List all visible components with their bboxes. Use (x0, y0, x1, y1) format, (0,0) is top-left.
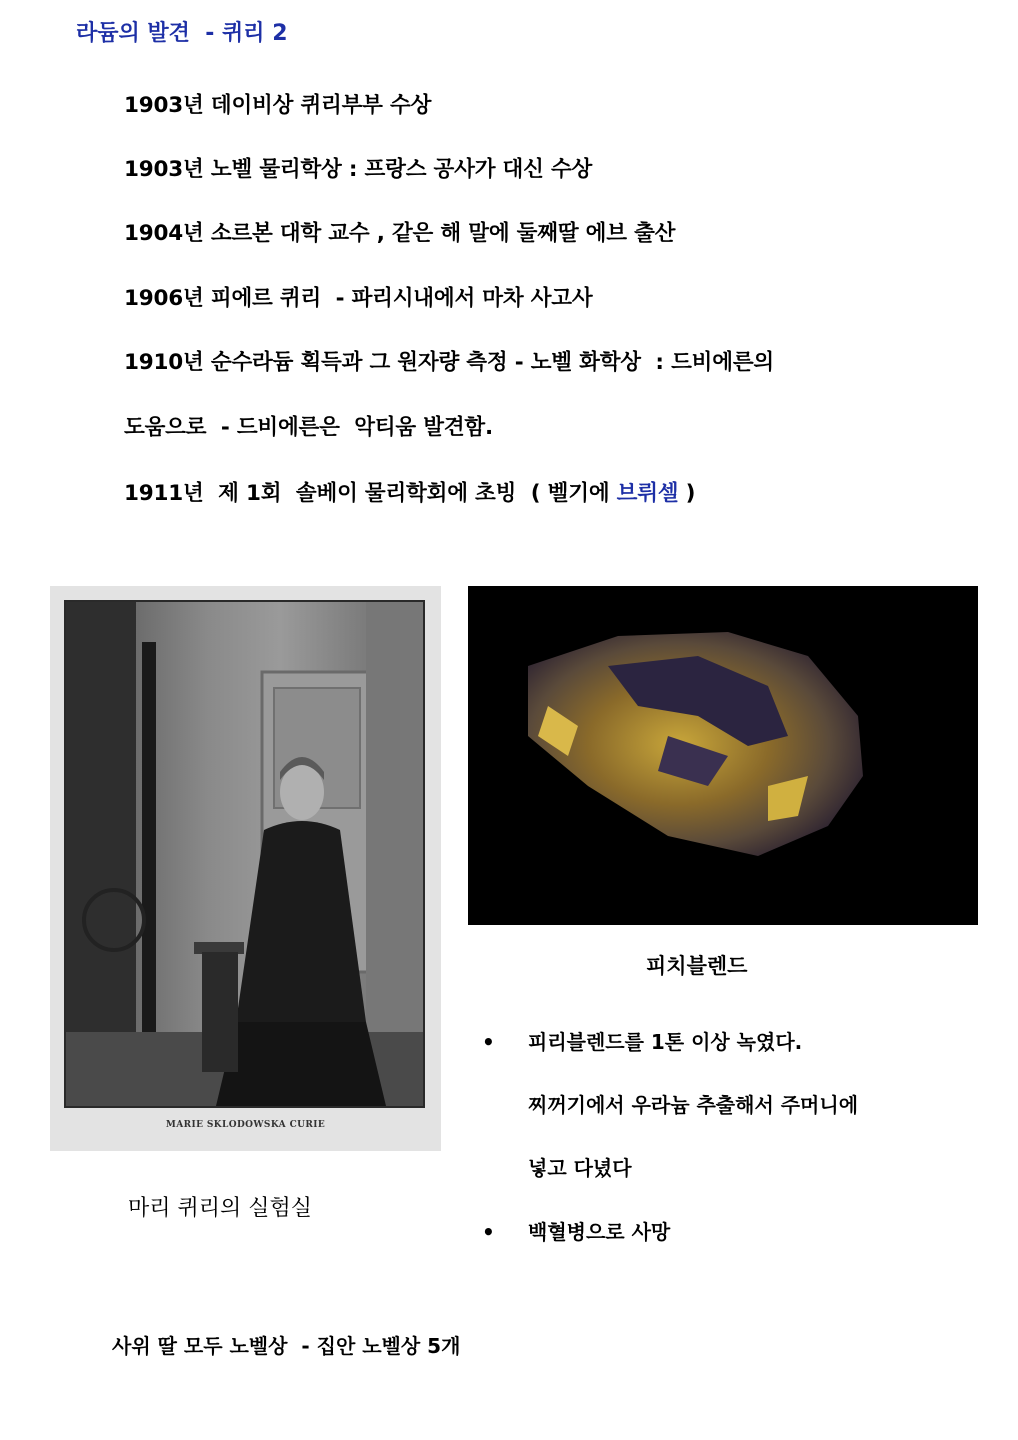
timeline-item: 1910년 순수라듐 획득과 그 원자량 측정 - 노벨 화학상 : 드비에른의 (124, 350, 774, 375)
pitchblende-photo (468, 586, 978, 925)
timeline-item: 1903년 데이비상 퀴리부부 수상 (124, 93, 432, 118)
timeline-item: 1903년 노벨 물리학상 : 프랑스 공사가 대신 수상 (124, 157, 593, 182)
note-line: 찌꺼기에서 우라늄 추출해서 주머니에 (528, 1093, 859, 1117)
timeline-item-1911 (124, 476, 695, 507)
footer-text: 사위 딸 모두 노벨상 - 집안 노벨상 5개 (112, 1334, 461, 1358)
timeline-1911-prefix: 1911년 제 1회 솔베이 물리학회에 초빙 ( 벨기에 (124, 481, 617, 506)
note-line: 피리블렌드를 1톤 이상 녹였다. (528, 1030, 803, 1054)
note-line: 넣고 다녔다 (528, 1156, 632, 1180)
page-title: 라듐의 발견 - 퀴리 2 (76, 21, 288, 46)
curie-laboratory-photo (50, 586, 441, 1151)
timeline-1911-suffix: ) (678, 481, 696, 506)
timeline-item: 1904년 소르본 대학 교수 , 같은 해 말에 둘째딸 에브 출산 (124, 221, 676, 246)
timeline-item: 1906년 피에르 퀴리 - 파리시내에서 마차 사고사 (124, 286, 593, 311)
mineral-caption: 피치블렌드 (646, 954, 748, 978)
pitchblende-illustration (468, 586, 978, 925)
brussels-highlight: 브뤼셀 (616, 481, 679, 506)
bullet-icon: • (482, 1030, 495, 1054)
photo-print-caption: MARIE SKLODOWSKA CURIE (165, 1120, 326, 1130)
curie-figure-illustration (66, 602, 423, 1106)
photo-caption: 마리 퀴리의 실험실 (128, 1196, 313, 1221)
photo-print (64, 600, 425, 1108)
timeline-item: 도움으로 - 드비에른은 악티움 발견함. (124, 415, 493, 440)
bullet-icon: • (482, 1220, 495, 1244)
note-line: 백혈병으로 사망 (528, 1220, 671, 1244)
